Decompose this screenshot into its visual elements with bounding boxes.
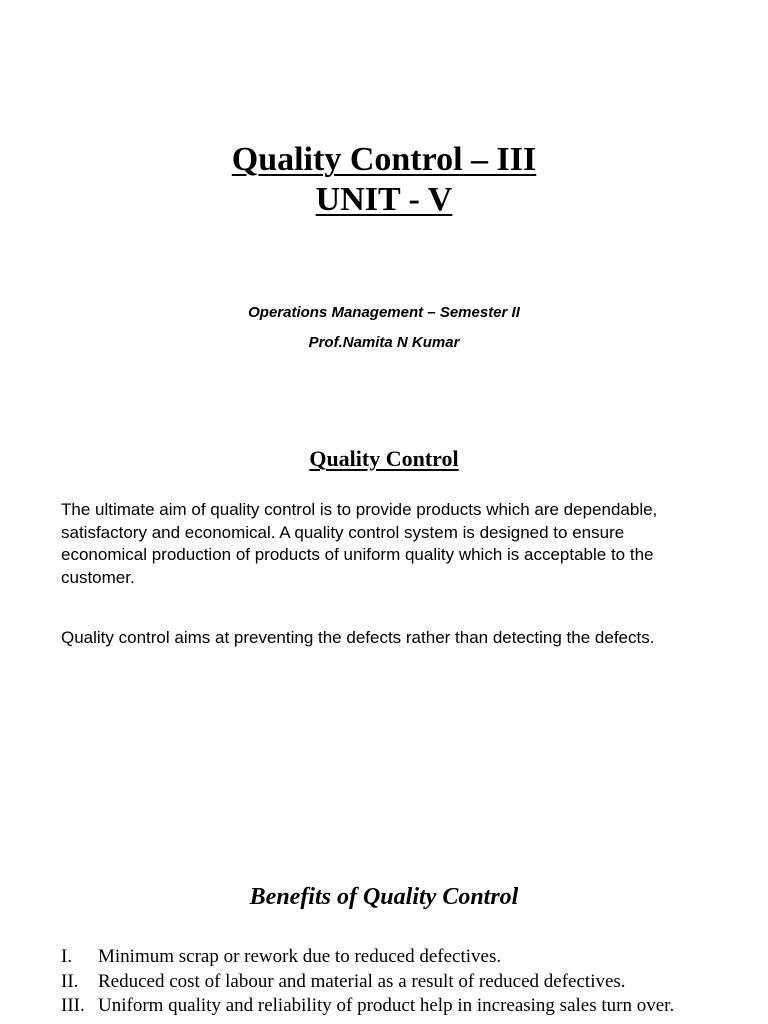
paragraph-2: Quality control aims at preventing the defects rather than detecting the defects. [61,628,655,647]
list-item [61,994,714,1019]
list-item-number: I. [61,946,73,967]
list-item-number: II. [61,970,79,992]
list-item-number: III. [61,995,85,1016]
list-item-text: Minimum scrap or rework due to reduced defectives. [98,946,502,967]
benefits-list [61,945,714,1019]
list-item [61,945,714,970]
title-line-2: UNIT - V [315,181,453,218]
benefits-heading: Benefits of Quality Control [249,884,519,910]
section-heading: Quality Control [309,446,459,471]
list-item [61,970,714,995]
author-name: Prof.Namita N Kumar [308,334,460,351]
course-name: Operations Management – Semester II [248,304,520,321]
paragraph-1: The ultimate aim of quality control is to provide products which are dependable, satisfactory and economical. A quality control system is designed to ensure economical production of products of uniform quality which is acceptable to the customer. [61,500,658,587]
document-subtitle [0,298,768,358]
document-title [0,140,768,220]
list-item-text: Reduced cost of labour and material as a result of reduced defectives. [98,970,626,992]
list-item-text: Uniform quality and reliability of product help in increasing sales turn over. [98,995,675,1016]
title-line-1: Quality Control – III [231,141,537,178]
